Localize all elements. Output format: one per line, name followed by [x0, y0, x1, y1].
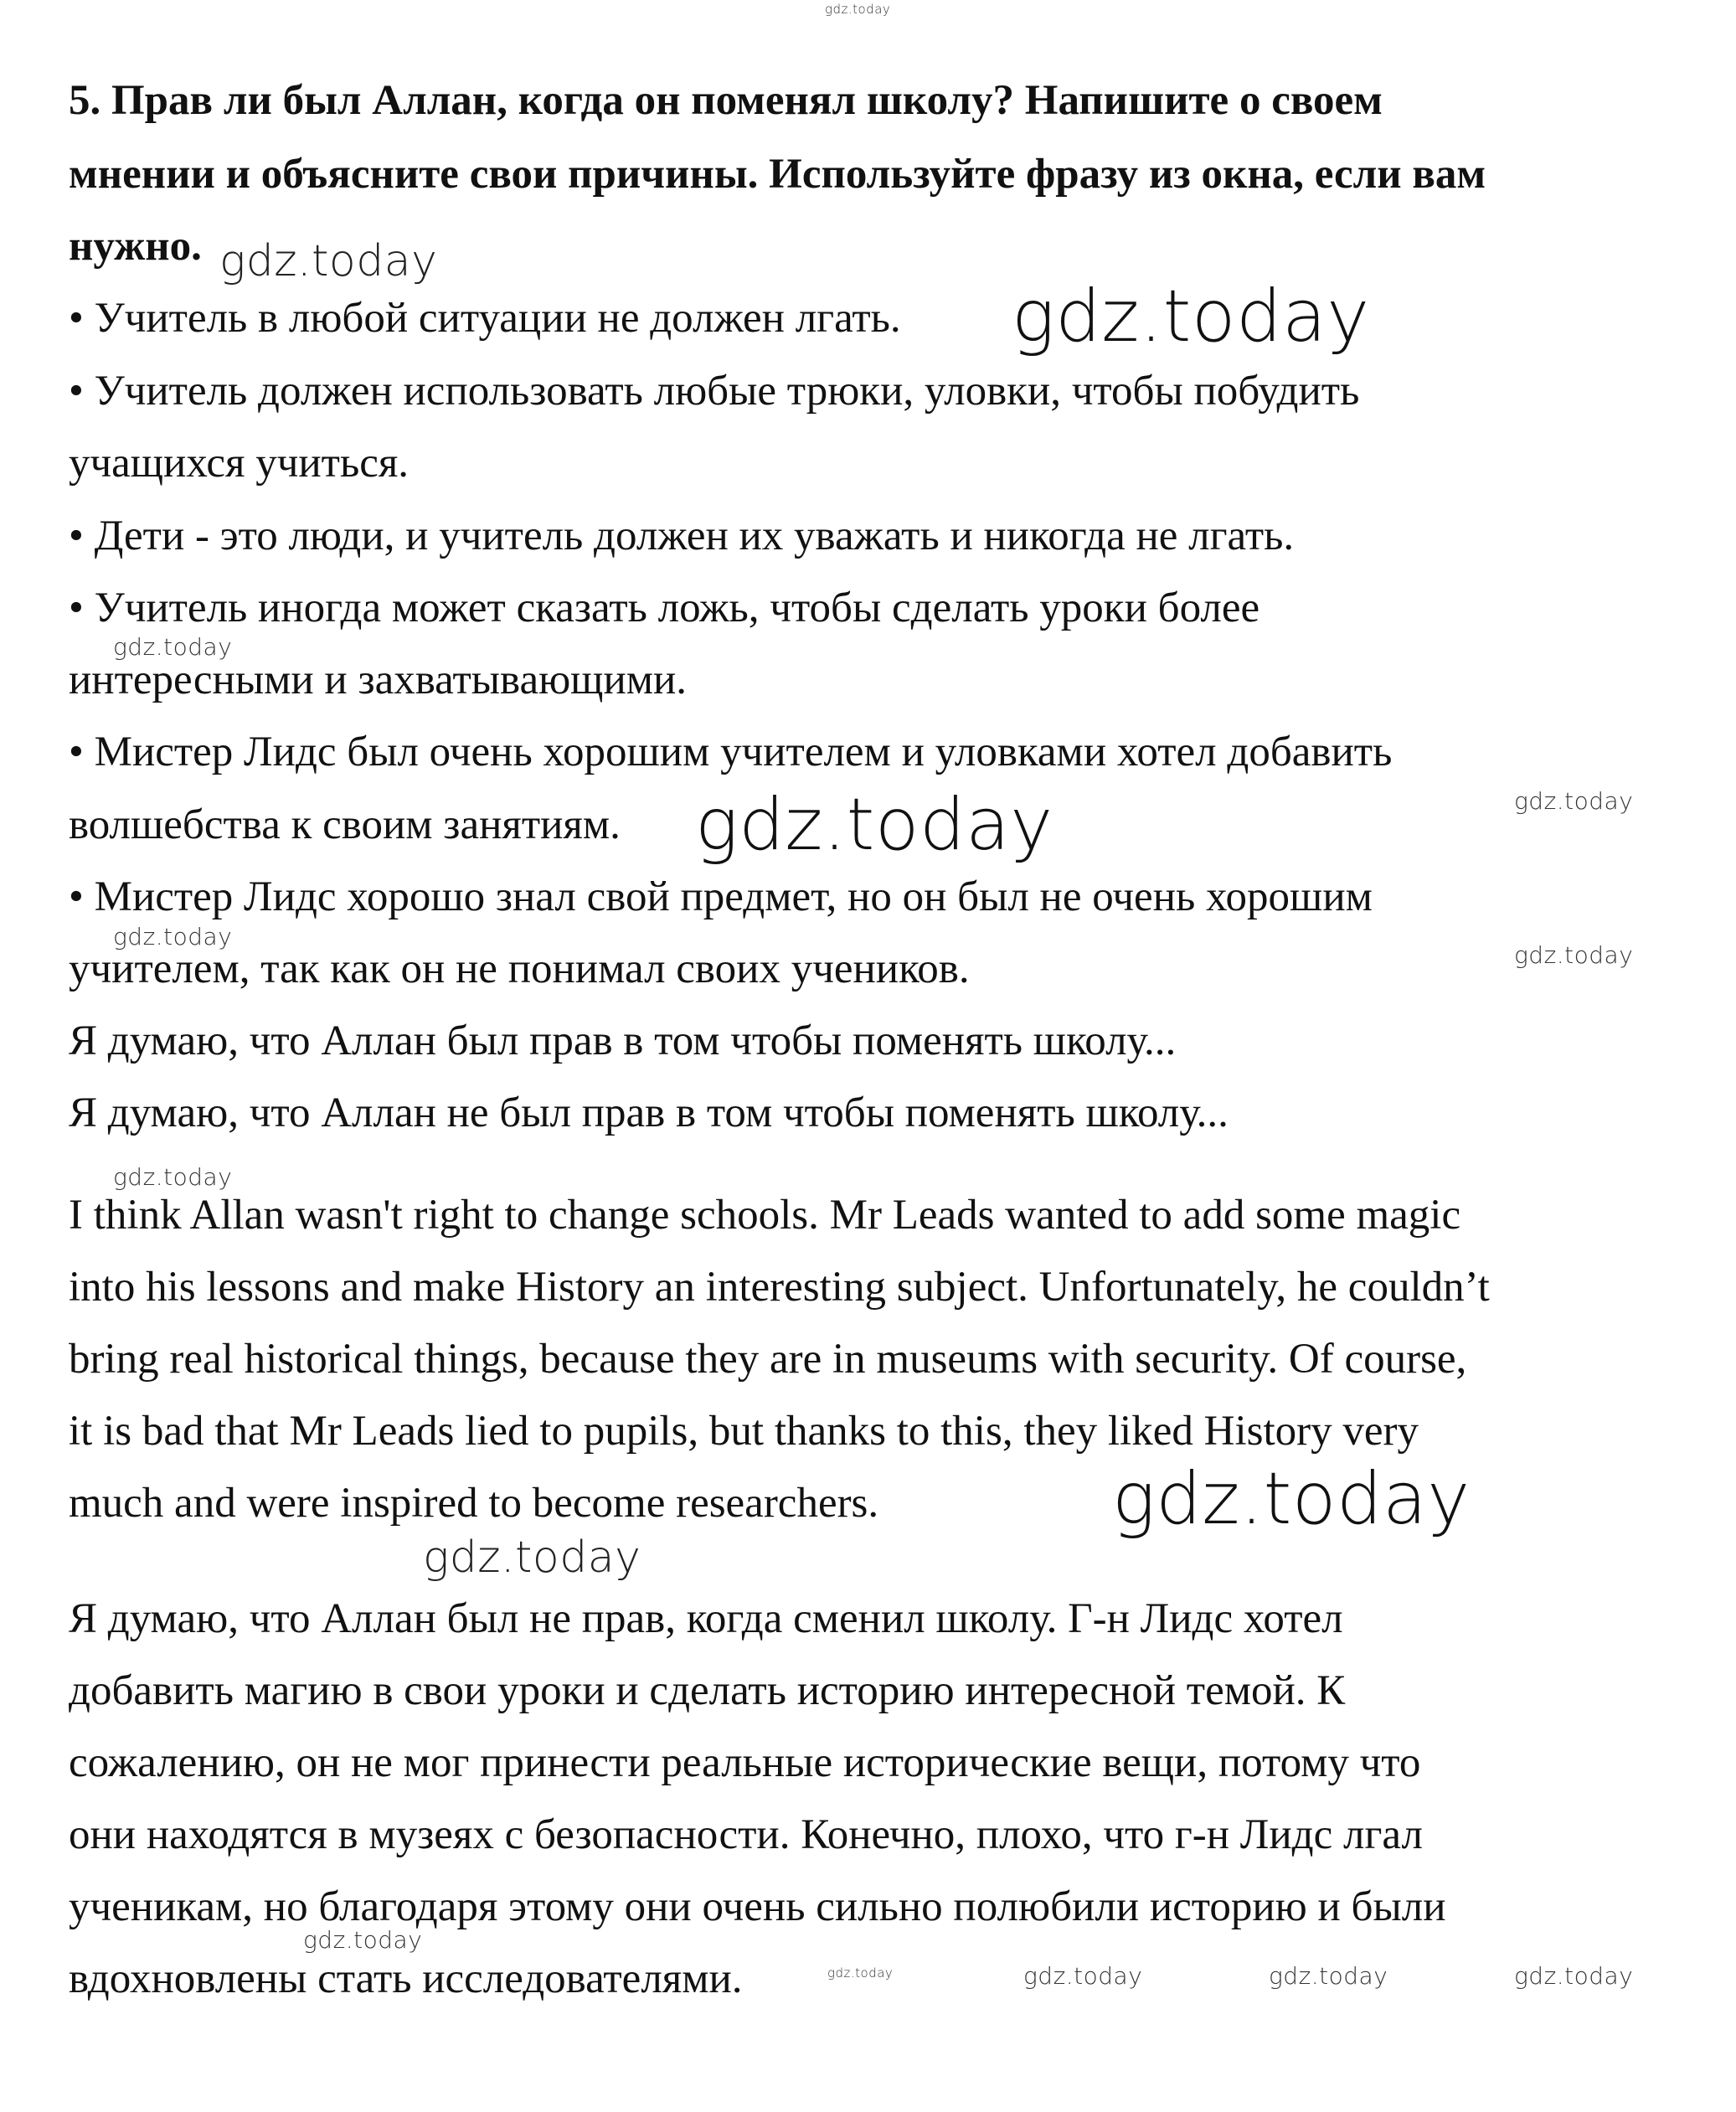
phrase-line: • Мистер Лидс был очень хорошим учителем и уловками хотел добавить	[69, 729, 1393, 775]
answer-russian-line: они находятся в музеях с безопасности. Конечно, плохо, что г-н Лидс лгал	[69, 1811, 1423, 1858]
watermark: gdz.today	[695, 783, 1053, 867]
answer-russian-line: вдохновлены стать исследователями.	[69, 1955, 743, 2002]
watermark: gdz.today	[113, 923, 233, 950]
answer-russian-line: ученикам, но благодаря этому они очень сильно полюбили историю и были	[69, 1883, 1446, 1930]
phrase-line: интересными и захватывающими.	[69, 657, 688, 703]
watermark: gdz.today	[825, 2, 891, 17]
watermark: gdz.today	[303, 1926, 423, 1954]
watermark: gdz.today	[1269, 1962, 1388, 1990]
answer-english-line: it is bad that Mr Leads lied to pupils, but thanks to this, they liked History very	[69, 1408, 1419, 1455]
answer-russian-line: добавить магию в свои уроки и сделать историю интересной темой. К	[69, 1667, 1346, 1714]
watermark: gdz.today	[1112, 1457, 1471, 1541]
watermark: gdz.today	[827, 1965, 894, 1981]
watermark: gdz.today	[219, 236, 438, 286]
phrase-line: • Дети - это люди, и учитель должен их уважать и никогда не лгать.	[69, 513, 1295, 559]
phrase-line: Я думаю, что Аллан не был прав в том чтобы поменять школу...	[69, 1089, 1229, 1136]
answer-russian-line: Я думаю, что Аллан был не прав, когда сменил школу. Г-н Лидс хотел	[69, 1595, 1343, 1642]
answer-english-line: bring real historical things, because they are in museums with security. Of course,	[69, 1336, 1467, 1383]
phrase-line: • Учитель должен использовать любые трюки, уловки, чтобы побудить	[69, 368, 1360, 415]
task-title-line: нужно.	[69, 223, 202, 270]
phrase-line: волшебства к своим занятиям.	[69, 801, 621, 848]
task-title-line: 5. Прав ли был Аллан, когда он поменял школу? Напишите о своем	[69, 77, 1383, 124]
watermark: gdz.today	[1514, 787, 1634, 815]
task-title-line: мнении и объясните свои причины. Используйте фразу из окна, если вам	[69, 151, 1486, 198]
phrase-line: учителем, так как он не понимал своих учеников.	[69, 945, 970, 992]
answer-english-line: I think Allan wasn't right to change schools. Mr Leads wanted to add some magic	[69, 1192, 1461, 1239]
watermark: gdz.today	[1514, 1962, 1634, 1990]
phrase-line: • Мистер Лидс хорошо знал свой предмет, но он был не очень хорошим	[69, 873, 1373, 920]
watermark: gdz.today	[1023, 1962, 1143, 1990]
answer-russian-line: сожалению, он не мог принести реальные исторические вещи, потому что	[69, 1739, 1421, 1786]
answer-english-line: into his lessons and make History an interesting subject. Unfortunately, he couldn’t	[69, 1264, 1490, 1311]
phrase-line: Я думаю, что Аллан был прав в том чтобы поменять школу...	[69, 1017, 1177, 1064]
watermark: gdz.today	[113, 633, 233, 661]
phrase-line: учащихся учиться.	[69, 440, 410, 487]
answer-english-line: much and were inspired to become researchers.	[69, 1480, 879, 1527]
watermark: gdz.today	[113, 1163, 233, 1191]
watermark: gdz.today	[1012, 275, 1370, 358]
watermark: gdz.today	[1514, 941, 1634, 969]
phrase-line: • Учитель в любой ситуации не должен лгать.	[69, 295, 901, 342]
watermark: gdz.today	[423, 1532, 641, 1583]
phrase-line: • Учитель иногда может сказать ложь, чтобы сделать уроки более	[69, 585, 1260, 631]
